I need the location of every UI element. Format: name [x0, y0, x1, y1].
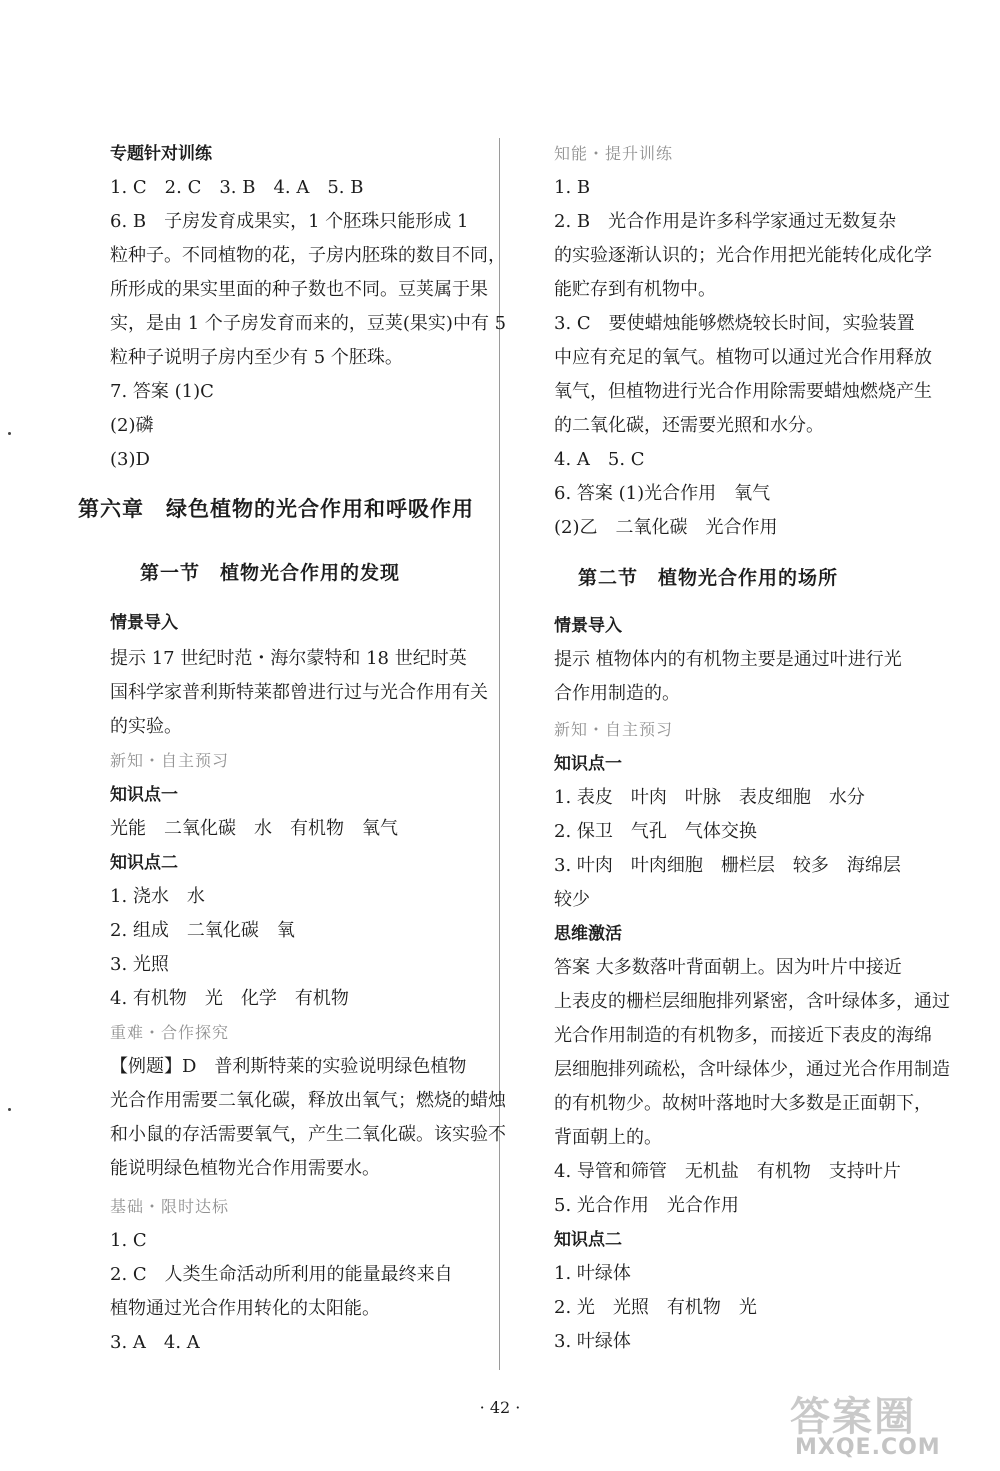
left-line-27: 和小鼠的存活需要氧气，产生二氧化碳。该实验不 [110, 1124, 506, 1145]
right-line-15: 合作用制造的。 [554, 683, 680, 704]
left-line-18: 光能 二氧化碳 水 有机物 氧气 [110, 818, 398, 839]
right-line-32: 1. 叶绿体 [554, 1263, 631, 1284]
left-line-2: 6. B 子房发育成果实，1 个胚珠只能形成 1 [110, 211, 469, 232]
left-line-3: 粒种子。不同植物的花，子房内胚珠的数目不同， [110, 245, 506, 266]
left-line-33: 3. A 4. A [110, 1332, 200, 1353]
right-line-33: 2. 光 光照 有机物 光 [554, 1297, 757, 1318]
right-line-3: 的实验逐渐认识的；光合作用把光能转化成化学 [554, 245, 932, 266]
left-line-9: (3)D [110, 449, 150, 470]
left-line-25: 【例题】D 普利斯特莱的实验说明绿色植物 [110, 1056, 467, 1077]
left-line-29: 基础・限时达标 [110, 1197, 230, 1216]
left-line-19: 知识点二 [110, 853, 178, 873]
right-line-17: 知识点一 [554, 754, 622, 774]
left-line-5: 实，是由 1 个子房发育而来的，豆荚(果实)中有 5 [110, 313, 507, 334]
right-line-27: 的有机物少。故树叶落地时大多数是正面朝下， [554, 1093, 932, 1114]
right-line-19: 2. 保卫 气孔 气体交换 [554, 821, 757, 842]
left-line-32: 植物通过光合作用转化的太阳能。 [110, 1298, 380, 1319]
right-line-14: 提示 植物体内的有机物主要是通过叶进行光 [554, 649, 902, 670]
right-line-2: 2. B 光合作用是许多科学家通过无数复杂 [554, 211, 897, 232]
left-line-4: 所形成的果实里面的种子数也不同。豆荚属于果 [110, 279, 488, 300]
right-line-18: 1. 表皮 叶肉 叶脉 表皮细胞 水分 [554, 787, 865, 808]
right-line-16: 新知・自主预习 [554, 720, 674, 739]
right-line-1: 1. B [554, 177, 591, 198]
left-line-15: 的实验。 [110, 716, 182, 737]
right-line-23: 答案 大多数落叶背面朝上。因为叶片中接近 [554, 957, 902, 978]
right-line-0: 知能・提升训练 [554, 144, 674, 163]
right-line-21: 较少 [554, 889, 590, 910]
right-line-26: 层细胞排列疏松，含叶绿体少，通过光合作用制造 [554, 1059, 950, 1080]
left-line-0: 专题针对训练 [110, 144, 212, 164]
left-line-17: 知识点一 [110, 785, 178, 805]
right-line-28: 背面朝上的。 [554, 1127, 662, 1148]
right-line-25: 光合作用制造的有机物多，而接近下表皮的海绵 [554, 1025, 932, 1046]
left-line-24: 重难・合作探究 [110, 1023, 230, 1042]
page-number: · 42 · [479, 1398, 521, 1417]
left-line-1: 1. C 2. C 3. B 4. A 5. B [110, 177, 364, 198]
right-line-7: 氧气，但植物进行光合作用除需要蜡烛燃烧产生 [554, 381, 932, 402]
left-line-22: 3. 光照 [110, 954, 169, 975]
scan-speck [8, 1108, 11, 1111]
left-line-21: 2. 组成 二氧化碳 氧 [110, 920, 295, 941]
left-line-14: 国科学家普利斯特莱都曾进行过与光合作用有关 [110, 682, 488, 703]
right-line-13: 情景导入 [554, 616, 622, 636]
left-line-11: 第一节 植物光合作用的发现 [140, 562, 401, 584]
right-line-11: (2)乙 二氧化碳 光合作用 [554, 517, 778, 538]
left-line-6: 粒种子说明子房内至少有 5 个胚珠。 [110, 347, 403, 368]
right-line-4: 能贮存到有机物中。 [554, 279, 716, 300]
left-line-20: 1. 浇水 水 [110, 886, 205, 907]
scan-speck [8, 432, 11, 435]
right-line-12: 第二节 植物光合作用的场所 [578, 567, 839, 589]
right-line-29: 4. 导管和筛管 无机盐 有机物 支持叶片 [554, 1161, 901, 1182]
right-line-31: 知识点二 [554, 1230, 622, 1250]
left-line-13: 提示 17 世纪时范・海尔蒙特和 18 世纪时英 [110, 648, 467, 669]
left-line-12: 情景导入 [110, 613, 178, 633]
right-line-6: 中应有充足的氧气。植物可以通过光合作用释放 [554, 347, 932, 368]
left-line-28: 能说明绿色植物光合作用需要水。 [110, 1158, 380, 1179]
right-line-9: 4. A 5. C [554, 449, 645, 470]
watermark-text: 答案圈 [790, 1394, 916, 1440]
right-line-22: 思维激活 [554, 924, 622, 944]
left-line-16: 新知・自主预习 [110, 751, 230, 770]
watermark-url: MXQE.COM [795, 1435, 941, 1460]
left-line-30: 1. C [110, 1230, 147, 1251]
left-line-8: (2)磷 [110, 415, 154, 436]
left-line-26: 光合作用需要二氧化碳，释放出氧气；燃烧的蜡烛 [110, 1090, 506, 1111]
right-line-34: 3. 叶绿体 [554, 1331, 631, 1352]
right-line-24: 上表皮的栅栏层细胞排列紧密，含叶绿体多，通过 [554, 991, 950, 1012]
right-line-20: 3. 叶肉 叶肉细胞 栅栏层 较多 海绵层 [554, 855, 901, 876]
right-line-30: 5. 光合作用 光合作用 [554, 1195, 739, 1216]
left-line-10: 第六章 绿色植物的光合作用和呼吸作用 [78, 497, 474, 521]
watermark-logo [790, 1385, 990, 1465]
left-line-7: 7. 答案 (1)C [110, 381, 214, 402]
left-line-23: 4. 有机物 光 化学 有机物 [110, 988, 349, 1009]
left-line-31: 2. C 人类生命活动所利用的能量最终来自 [110, 1264, 453, 1285]
right-line-10: 6. 答案 (1)光合作用 氧气 [554, 483, 771, 504]
right-line-8: 的二氧化碳，还需要光照和水分。 [554, 415, 824, 436]
right-line-5: 3. C 要使蜡烛能够燃烧较长时间，实验装置 [554, 313, 915, 334]
